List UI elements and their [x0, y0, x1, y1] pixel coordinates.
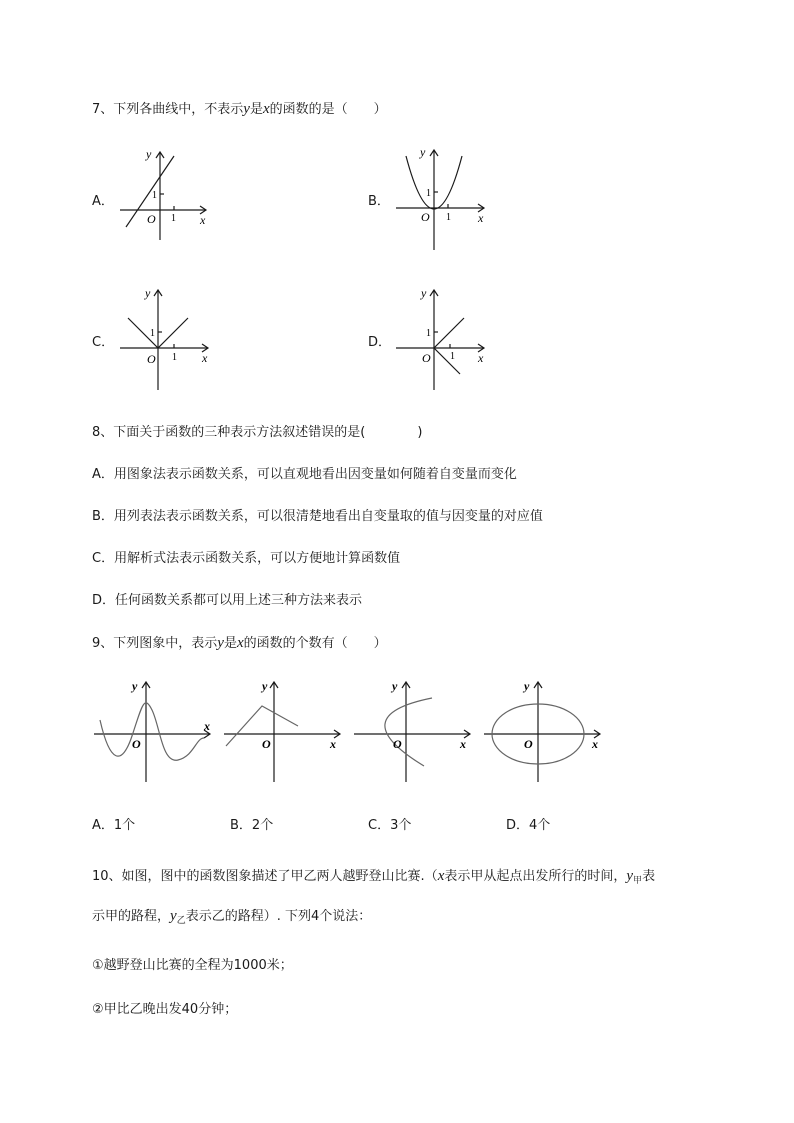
q10-line-2 [92, 908, 371, 929]
q8-option-d: D．任何函数关系都可以用上述三种方法来表示 [92, 593, 363, 608]
q7-text-2: 是 [249, 102, 263, 117]
q9-graph-4-x-label: x [592, 737, 598, 751]
q9-choice-d: D．4个 [506, 818, 551, 833]
q7-var-x: x [262, 101, 270, 117]
q7-graph-d [388, 284, 488, 394]
graph-c-y-label: y [145, 286, 151, 300]
q9-graph-4-origin-label: O [524, 737, 533, 751]
graph-b-tick-x: 1 [446, 212, 451, 223]
q9-graph-4-y-label: y [524, 679, 530, 693]
q9-graph-3 [352, 676, 480, 786]
q9-graph-1-y-label: y [132, 679, 138, 693]
q9-graph-1 [92, 676, 220, 786]
q10-text-1: 10、如图，图中的函数图象描述了甲乙两人越野登山比赛.（ [92, 869, 438, 884]
q7-graph-b [388, 144, 488, 254]
q10-sub-jia: 甲 [633, 876, 643, 886]
q10-statement-2: ②甲比乙晚出发40分钟； [92, 1002, 238, 1017]
graph-b-tick-y: 1 [426, 188, 431, 199]
q9-text-1: 下列图象中，表示 [113, 636, 218, 651]
graph-d-x-label: x [478, 351, 484, 365]
q10-text-5: 表示乙的路程）. 下列4个说法： [185, 909, 372, 924]
q7-option-d-label: D． [368, 335, 392, 350]
q8-stem: 8、下面关于函数的三种表示方法叙述错误的是( ) [92, 425, 423, 440]
q7-number: 7、 [92, 102, 114, 117]
q9-graph-2 [222, 676, 350, 786]
q7-graph-c [112, 284, 212, 394]
q8-option-b: B．用列表法表示函数关系，可以很清楚地看出自变量取的值与因变量的对应值 [92, 509, 543, 524]
q10-sub-yi: 乙 [176, 916, 186, 926]
graph-c-tick-x: 1 [172, 352, 177, 363]
q8-option-a: A．用图象法表示函数关系，可以直观地看出因变量如何随着自变量而变化 [92, 467, 517, 482]
graph-a-x-label: x [200, 213, 206, 227]
graph-c-tick-y: 1 [150, 328, 155, 339]
q7-option-a-label: A． [92, 194, 114, 209]
q10-text-3: 表 [642, 869, 656, 884]
graph-a-tick-x: 1 [171, 213, 176, 224]
q10-var-y-yi: y [170, 908, 177, 924]
q10-line-1 [92, 868, 655, 889]
graph-a-y-label: y [146, 147, 152, 161]
q10-var-y-jia: y [626, 868, 634, 884]
graph-d-tick-x: 1 [450, 351, 455, 362]
q9-graph-3-x-label: x [460, 737, 466, 751]
q7-stem [92, 101, 387, 118]
q7-option-c-label: C． [92, 335, 115, 350]
q10-statement-1: ①越野登山比赛的全程为1000米； [92, 958, 293, 973]
graph-a-origin-label: O [147, 212, 156, 226]
q10-text-2: 表示甲从起点出发所行的时间， [444, 869, 627, 884]
q9-graph-2-origin-label: O [262, 737, 271, 751]
q7-text-3: 的函数的是（ ） [269, 102, 387, 117]
q8-option-c: C．用解析式法表示函数关系，可以方便地计算函数值 [92, 551, 401, 566]
q9-choice-c: C．3个 [368, 818, 412, 833]
q9-graph-3-origin-label: O [393, 737, 402, 751]
q7-text-1: 下列各曲线中，不表示 [113, 102, 244, 117]
q9-choice-a: A．1个 [92, 818, 136, 833]
q9-choice-b: B．2个 [230, 818, 274, 833]
q9-graph-4 [482, 676, 610, 786]
graph-d-sideways-v [434, 318, 464, 374]
graph-b-x-label: x [478, 211, 484, 225]
graph-d-origin-label: O [422, 351, 431, 365]
q9-graph-3-y-label: y [392, 679, 398, 693]
graph-d-tick-y: 1 [426, 328, 431, 339]
q9-text-3: 的函数的个数有（ ） [243, 636, 387, 651]
graph-b-origin-label: O [421, 210, 430, 224]
q10-text-4: 示甲的路程， [92, 909, 171, 924]
q7-option-b-label: B． [368, 194, 390, 209]
q7-var-y: y [243, 101, 250, 117]
q9-stem [92, 635, 387, 652]
q9-graph-2-x-label: x [330, 737, 336, 751]
q10-var-x: x [437, 868, 445, 884]
q9-graph-2-y-label: y [262, 679, 268, 693]
graph-a-tick-y: 1 [152, 190, 157, 201]
q9-number: 9、 [92, 636, 114, 651]
q9-text-2: 是 [223, 636, 237, 651]
graph-d-y-label: y [421, 286, 427, 300]
q9-graph-3-curve [385, 698, 432, 766]
q9-graph-1-x-label: x [204, 719, 210, 733]
graph-c-origin-label: O [147, 352, 156, 366]
q9-graph-1-origin-label: O [132, 737, 141, 751]
q9-graph-1-curve [100, 703, 204, 760]
q9-var-x: x [236, 635, 244, 651]
graph-c-x-label: x [202, 351, 208, 365]
graph-b-y-label: y [420, 145, 426, 159]
q7-graph-a [112, 144, 212, 244]
q9-var-y: y [217, 635, 224, 651]
